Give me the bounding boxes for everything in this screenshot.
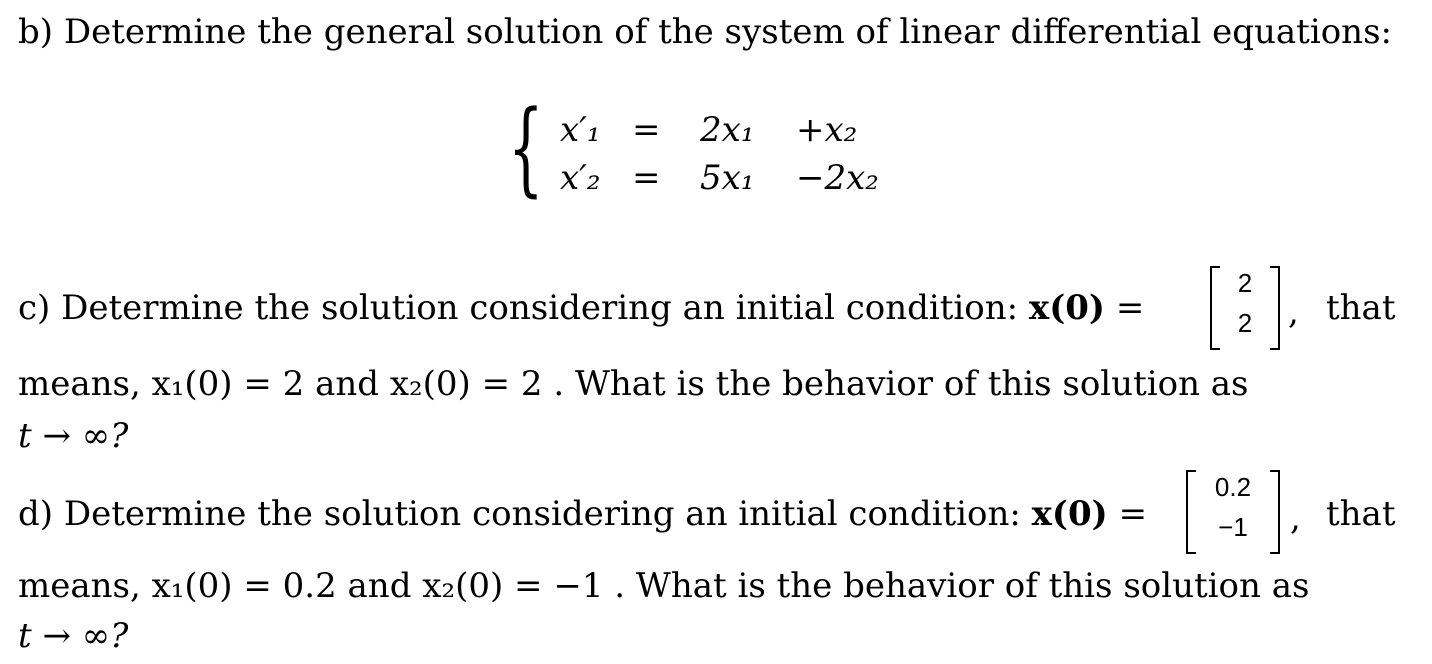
part-d-vector-name: x(0) xyxy=(1031,494,1108,534)
vector-entry-2: −1 xyxy=(1218,512,1248,542)
equation-row-1 xyxy=(560,110,890,154)
row1-variable: x′₁ xyxy=(560,110,601,150)
part-b-text: Determine the general solution of the system of linear differential equations: xyxy=(63,12,1392,52)
part-c-line-3: t → ∞? xyxy=(18,416,129,456)
vector-entry-2: 2 xyxy=(1237,308,1253,338)
part-d-equals: = xyxy=(1118,494,1148,534)
row1-equals: = xyxy=(632,110,661,150)
part-d-comma: , xyxy=(1290,498,1301,538)
part-c-that: that xyxy=(1326,288,1396,328)
part-c-label: c) xyxy=(18,288,51,328)
part-c-equals: = xyxy=(1115,288,1145,328)
part-d-label: d) xyxy=(18,494,54,534)
equation-system xyxy=(508,89,888,208)
vector-entry-1: 0.2 xyxy=(1214,472,1252,502)
part-d-line-2: means, x₁(0) = 0.2 and x₂(0) = −1 . What is the behavior of this solution as xyxy=(18,566,1310,606)
equation-row-2 xyxy=(560,158,890,202)
part-c-text: Determine the solution considering an initial condition: xyxy=(61,288,1019,328)
row2-term1: 5x₁ xyxy=(700,158,755,198)
part-d-line-1 xyxy=(18,494,1147,534)
part-c-line-1 xyxy=(18,288,1144,328)
part-d-that: that xyxy=(1326,494,1396,534)
part-b-heading xyxy=(18,12,1396,52)
part-c-line-2: means, x₁(0) = 2 and x₂(0) = 2 . What is the behavior of this solution as xyxy=(18,364,1249,404)
row2-equals: = xyxy=(632,158,661,198)
vector-entry-1: 2 xyxy=(1237,268,1253,298)
row2-variable: x′₂ xyxy=(560,158,601,198)
row1-term1: 2x₁ xyxy=(700,110,755,150)
part-d-text: Determine the solution considering an initial condition: xyxy=(63,494,1021,534)
row2-term2: −2x₂ xyxy=(796,158,879,198)
part-c-comma: , xyxy=(1288,292,1299,332)
part-b-label: b) xyxy=(18,12,54,52)
left-brace: { xyxy=(508,89,544,208)
part-d-initial-vector xyxy=(1186,470,1280,554)
part-d-line-3: t → ∞? xyxy=(18,616,129,656)
part-c-initial-vector xyxy=(1210,266,1280,350)
row1-term2: +x₂ xyxy=(796,110,858,150)
part-c-vector-name: x(0) xyxy=(1028,288,1106,328)
